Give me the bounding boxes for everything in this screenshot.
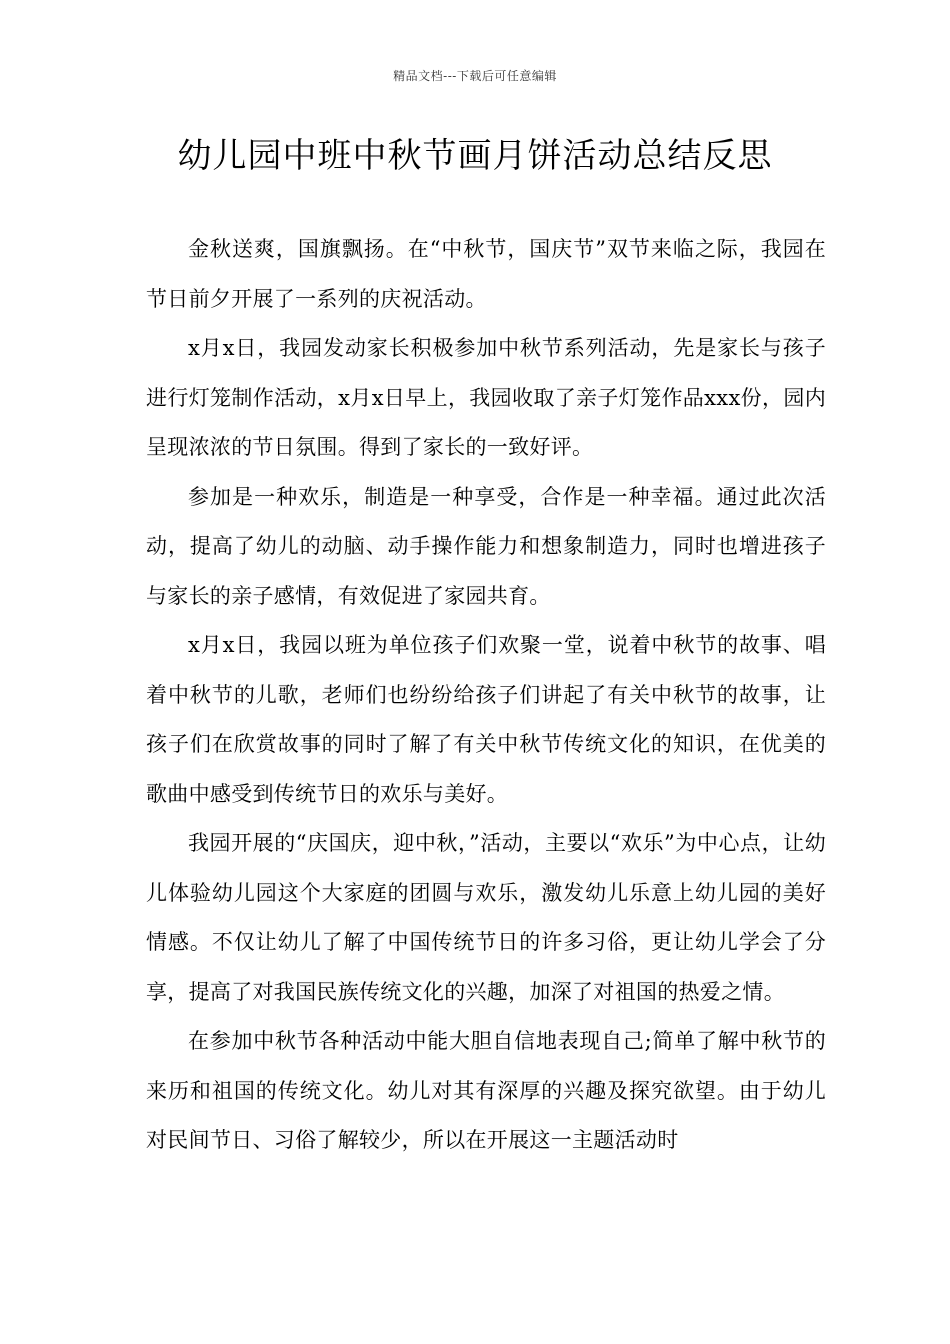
- paragraph: 参加是一种欢乐，制造是一种享受，合作是一种幸福。通过此次活动，提高了幼儿的动脑、动手操作能力和想象制造力，同时也增进孩子与家长的亲子感情，有效促进了家园共育。: [146, 484, 826, 608]
- paragraph: 在参加中秋节各种活动中能大胆自信地表现自己;简单了解中秋节的来历和祖国的传统文化。幼儿对其有深厚的兴趣及探究欲望。由于幼儿对民间节日、习俗了解较少，所以在开展这一主题活动时: [146, 1029, 826, 1152]
- document-body: [146, 225, 826, 1166]
- paragraph: 我园开展的“庆国庆，迎中秋，”活动，主要以“欢乐”为中心点，让幼儿体验幼儿园这个大家庭的团圆与欢乐，激发幼儿乐意上幼儿园的美好情感。不仅让幼儿了解了中国传统节日的许多习俗，更让幼儿学会了分享，提高了对我国民族传统文化的兴趣，加深了对祖国的热爱之情。: [146, 831, 826, 1004]
- header-note: 精品文档---下载后可任意编辑: [393, 69, 557, 83]
- paragraph: x月x日，我园发动家长积极参加中秋节系列活动，先是家长与孩子进行灯笼制作活动，x月x日早上，我园收取了亲子灯笼作品xxx份，园内呈现浓浓的节日氛围。得到了家长的一致好评。: [146, 336, 826, 459]
- paragraph: x月x日，我园以班为单位孩子们欢聚一堂，说着中秋节的故事、唱着中秋节的儿歌，老师们也纷纷给孩子们讲起了有关中秋节的故事，让孩子们在欣赏故事的同时了解了有关中秋节传统文化的知识，在优美的歌曲中感受到传统节日的欢乐与美好。: [146, 633, 826, 806]
- document-title: 幼儿园中班中秋节画月饼活动总结反思: [177, 136, 773, 176]
- paragraph: 金秋送爽，国旗飘扬。在“中秋节，国庆节”双节来临之际，我园在节日前夕开展了一系列的庆祝活动。: [146, 237, 826, 311]
